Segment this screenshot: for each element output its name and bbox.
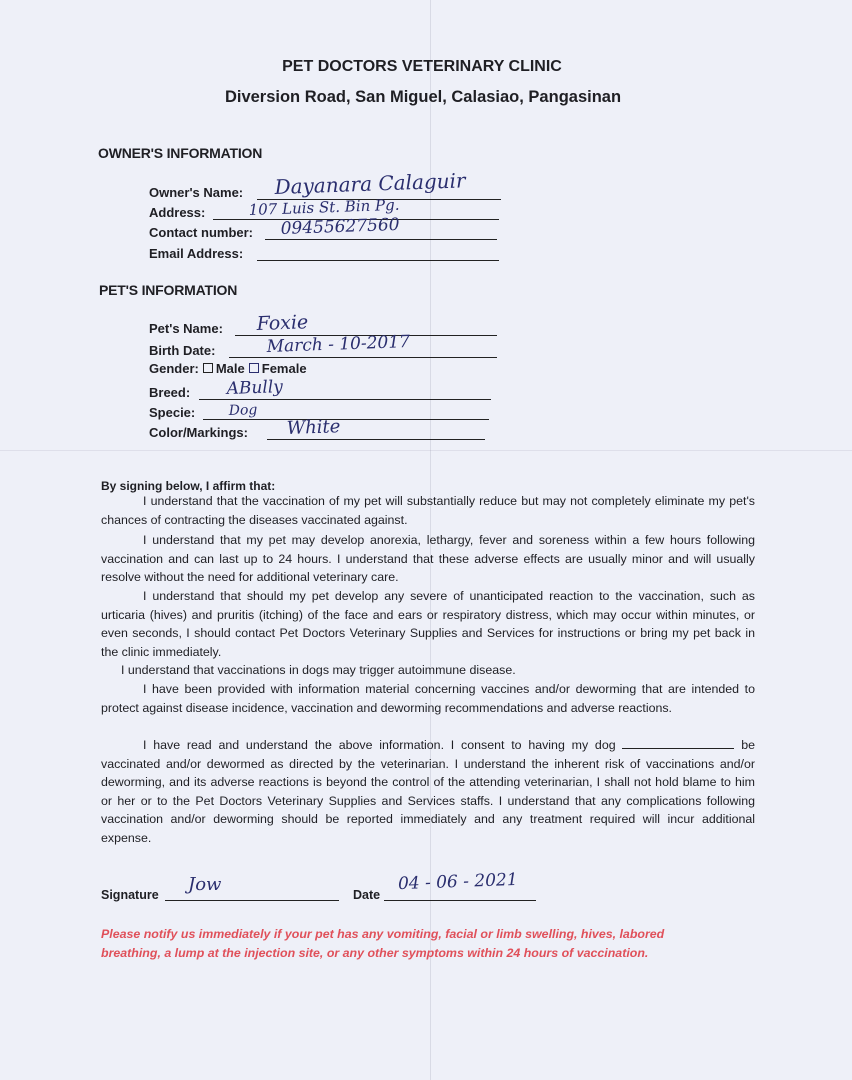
consent-paragraph-6-end: be vaccinated and/or dewormed as directed by the veterinarian. I understand the inherent risk of vaccinations and/or deworming, and its adverse reactions is beyond the control of the attending veterinarian, I shall not hold blame to him or her or to the Pet Doctors Veterinary Supplies and Services staffs. I understand that any complications following vaccination and/or deworming should be reported immediately and any treatment required will incur additional expense. (101, 738, 755, 845)
signature-label: Signature (101, 888, 159, 902)
gender-field (149, 361, 307, 376)
email-label: Email Address: (149, 246, 244, 261)
gender-label: Gender: (149, 361, 199, 376)
birth-date-field[interactable] (149, 332, 497, 360)
breed-label: Breed: (149, 385, 191, 400)
owner-name-label: Owner's Name: (149, 185, 244, 200)
birth-date-label: Birth Date: (149, 343, 216, 358)
specie-label: Specie: (149, 405, 196, 420)
female-label: Female (261, 361, 307, 376)
affirm-heading: By signing below, I affirm that: (101, 479, 276, 493)
birth-date-line (229, 357, 497, 358)
consent-paragraph-3: I understand that should my pet develop any severe of unanticipated reaction to the vaccination, such as urticaria (hives) and pruritis (itching) of the face and ears or respiratory distress, which may occur within minutes, or even seconds, I should contact Pet Doctors Veterinary Supplies and Services for instructions or bring my pet back in the clinic immediately. (101, 589, 755, 659)
consent-paragraph-6-start: I have read and understand the above information. I consent to having my dog (143, 738, 616, 752)
address-value: 107 Luis St. Bin Pg. (248, 195, 400, 219)
dog-name-blank[interactable] (622, 738, 734, 749)
email-line (257, 260, 499, 261)
contact-label: Contact number: (149, 225, 253, 240)
consent-paragraph-5: I have been provided with information material concerning vaccines and/or deworming that are intended to protect against disease incidence, vaccination and deworming recommendations and adverse reactions. (101, 682, 755, 715)
color-line (267, 439, 485, 440)
male-checkbox[interactable] (203, 363, 213, 373)
breed-field[interactable] (149, 377, 491, 402)
contact-field[interactable] (149, 214, 497, 242)
consent-paragraph-2: I understand that my pet may develop anorexia, lethargy, fever and soreness within a few hours following vaccination and can last up to 24 hours. I understand that these adverse effects are usually minor and will usually resolve without the need for additional veterinary care. (101, 533, 755, 584)
consent-paragraph-4: I understand that vaccinations in dogs may trigger autoimmune disease. (121, 663, 516, 677)
color-value: White (286, 416, 341, 439)
date-value: 04 - 06 - 2021 (397, 869, 518, 895)
specie-value: Dog (228, 402, 258, 419)
owner-name-value: Dayanara Calaguir (274, 168, 466, 199)
male-label: Male (215, 361, 245, 376)
paper-fold-horizontal (0, 450, 852, 451)
contact-value: 09455627560 (280, 214, 400, 239)
consent-paragraph-1: I understand that the vaccination of my pet will substantially reduce but may not completely eliminate my pet's chances of contracting the diseases vaccinated against. (101, 494, 755, 527)
female-checkbox[interactable] (249, 363, 259, 373)
address-label: Address: (149, 205, 206, 220)
birth-date-value: March - 10-2017 (266, 332, 411, 357)
signature-line[interactable] (165, 900, 339, 901)
pet-section-title: PET'S INFORMATION (99, 282, 238, 298)
color-label: Color/Markings: (149, 425, 248, 440)
clinic-name: PET DOCTORS VETERINARY CLINIC (282, 58, 562, 75)
color-field[interactable] (149, 416, 485, 442)
owner-section-title: OWNER'S INFORMATION (98, 145, 263, 161)
consent-paragraph-6 (101, 736, 755, 847)
symptom-notice: Please notify us immediately if your pet has any vomiting, facial or limb swelling, hives, labored breathing, a lump at the injection site, or any other symptoms within 24 hours of vaccination. (101, 927, 665, 960)
clinic-address: Diversion Road, San Miguel, Calasiao, Pangasinan (224, 88, 622, 106)
contact-line (265, 239, 497, 240)
date-label: Date (353, 888, 381, 902)
specie-line (203, 419, 489, 420)
breed-value: ABully (226, 377, 284, 399)
date-line[interactable] (384, 900, 536, 901)
breed-line (199, 399, 491, 400)
pet-name-value: Foxie (256, 311, 309, 335)
signature-value: Jow (188, 874, 222, 895)
email-field[interactable] (149, 243, 499, 263)
pet-name-label: Pet's Name: (149, 321, 223, 336)
